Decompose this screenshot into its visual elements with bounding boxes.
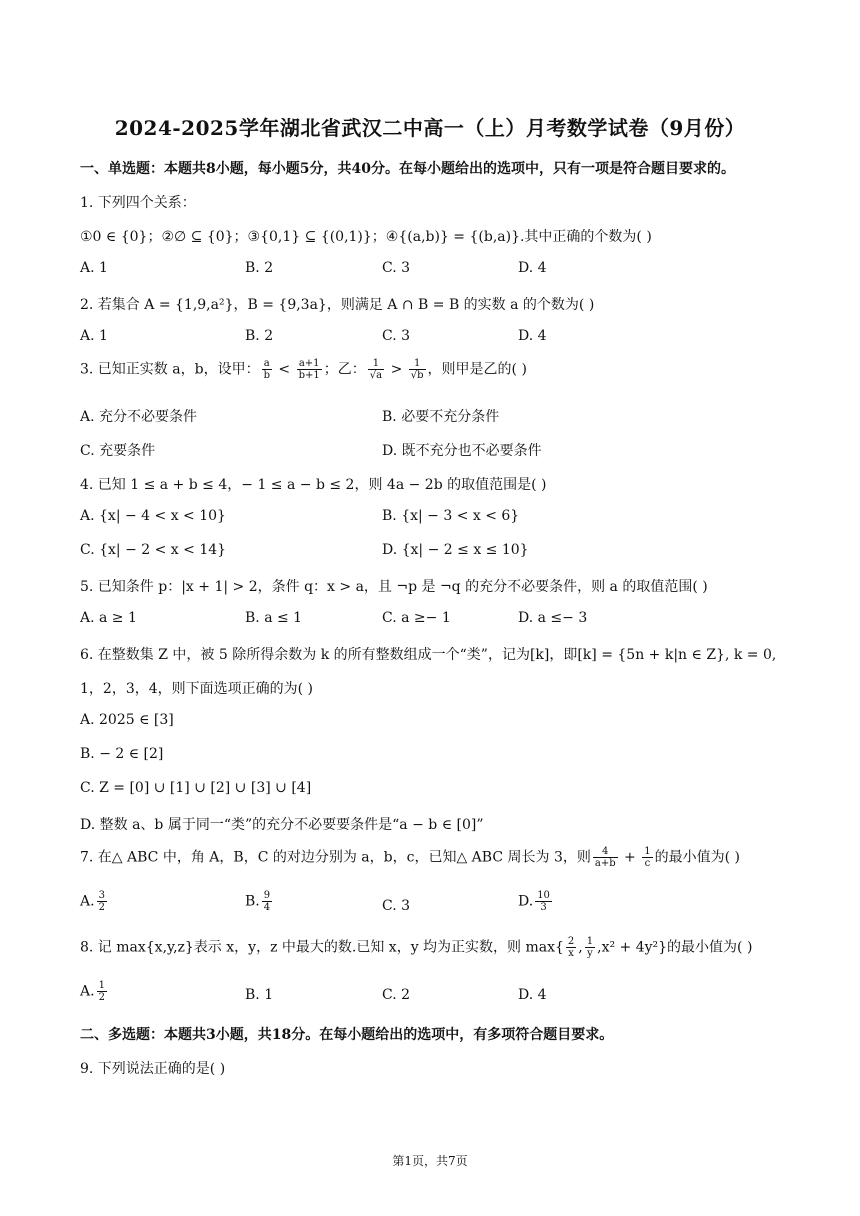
- question-4-option-b: B. {x| − 3 < x < 6}: [382, 508, 520, 524]
- question-6-stem-line-1: 6. 在整数集 Z 中，被 5 除所得余数为 k 的所有整数组成一个“类”，记为[k]，即[k] = {5n + k|n ∈ Z}, k = 0,: [80, 647, 777, 663]
- question-4-stem: 4. 已知 1 ≤ a + b ≤ 4，− 1 ≤ a − b ≤ 2，则 4a − 2b 的取值范围是( ): [80, 477, 547, 493]
- question-6-option-a: A. 2025 ∈ [3]: [80, 712, 174, 728]
- question-3-stem: 3. 已知正实数 a，b，设甲： $\frac{a}{b}$ < $\frac{a+1}{b+1}$ ；乙： $\frac{1}{√a}$ > $\frac{1}{√b}$ ，则甲是乙的( ): [80, 358, 527, 381]
- question-2-stem: 2. 若集合 A = {1,9,a²}，B = {9,3a}，则满足 A ∩ B = B 的实数 a 的个数为( ): [80, 297, 595, 313]
- fraction-1-over-c: $\frac{1}{c}$: [644, 846, 651, 869]
- fraction-4-over-a-plus-b: $\frac{4}{a+b}$: [594, 846, 616, 869]
- question-1-option-a: A. 1: [80, 260, 108, 276]
- question-1-option-c: C. 3: [382, 260, 411, 276]
- section-heading-single-choice: 一、单选题：本题共8小题，每小题5分，共40分。在每小题给出的选项中，只有一项是符合题目要求的。: [80, 161, 735, 177]
- question-1-stem: 1. 下列四个关系：: [80, 195, 196, 211]
- question-2-option-c: C. 3: [382, 328, 411, 344]
- question-8-option-d: D. 4: [518, 987, 547, 1003]
- fraction-1-over-sqrt-a: $\frac{1}{√a}$: [369, 358, 383, 381]
- question-7-option-d: D. $\frac{10}{3}$: [518, 890, 550, 913]
- page-title: 2024-2025学年湖北省武汉二中高一（上）月考数学试卷（9月份）: [114, 116, 746, 140]
- question-6-option-c: C. Z = [0] ∪ [1] ∪ [2] ∪ [3] ∪ [4]: [80, 780, 312, 796]
- question-2-option-a: A. 1: [80, 328, 108, 344]
- question-2-option-d: D. 4: [518, 328, 547, 344]
- question-5-option-d: D. a ≤− 3: [518, 610, 588, 626]
- question-5-option-c: C. a ≥− 1: [382, 610, 451, 626]
- question-9-stem: 9. 下列说法正确的是( ): [80, 1061, 226, 1077]
- question-5-option-b: B. a ≤ 1: [245, 610, 303, 626]
- question-4-option-c: C. {x| − 2 < x < 14}: [80, 542, 227, 558]
- question-2-option-b: B. 2: [245, 328, 274, 344]
- section-heading-multi-choice: 二、多选题：本题共3小题，共18分。在每小题给出的选项中，有多项符合题目要求。: [80, 1027, 614, 1043]
- question-8-stem: 8. 记 max{x,y,z}表示 x，y，z 中最大的数.已知 x，y 均为正实数，则 max{ $\frac{2}{x}$ , $\frac{1}{y}$ ,x² + 4y²}的最小值为( ): [80, 936, 753, 959]
- fraction-2-over-x: $\frac{2}{x}$: [567, 936, 575, 959]
- page-footer: 第1页，共7页: [392, 1154, 468, 1168]
- fraction-a1-over-b1: $\frac{a+1}{b+1}$: [298, 358, 320, 381]
- question-5-stem: 5. 已知条件 p：|x + 1| > 2，条件 q：x > a，且 ¬p 是 ¬q 的充分不必要条件，则 a 的取值范围( ): [80, 579, 708, 595]
- fraction-1-over-sqrt-b: $\frac{1}{√b}$: [410, 358, 424, 381]
- question-4-option-a: A. {x| − 4 < x < 10}: [80, 508, 226, 524]
- question-8-option-c: C. 2: [382, 987, 411, 1003]
- question-7-option-c: C. 3: [382, 898, 411, 914]
- question-3-option-a: A. 充分不必要条件: [80, 409, 198, 425]
- question-8-option-a: A. $\frac{1}{2}$: [80, 980, 105, 1003]
- question-1-option-b: B. 2: [245, 260, 274, 276]
- question-7-stem: 7. 在△ ABC 中，角 A，B，C 的对边分别为 a，b，c，已知△ ABC 周长为 3，则 $\frac{4}{a+b}$ + $\frac{1}{c}$ 的最小值为( ): [80, 846, 740, 869]
- question-4-option-d: D. {x| − 2 ≤ x ≤ 10}: [382, 542, 529, 558]
- question-6-stem-line-2: 1，2，3，4，则下面选项正确的为( ): [80, 681, 314, 697]
- fraction-a-over-b: $\frac{a}{b}$: [263, 358, 270, 381]
- question-5-option-a: A. a ≥ 1: [80, 610, 137, 626]
- question-7-option-b: B. $\frac{9}{4}$: [245, 890, 271, 913]
- fraction-1-over-y: $\frac{1}{y}$: [586, 936, 594, 959]
- question-3-text-1: 3. 已知正实数 a，b，设甲：: [80, 361, 260, 378]
- question-3-option-c: C. 充要条件: [80, 443, 156, 459]
- question-3-option-d: D. 既不充分也不必要条件: [382, 443, 542, 459]
- question-8-option-b: B. 1: [245, 987, 274, 1003]
- question-3-option-b: B. 必要不充分条件: [382, 409, 500, 425]
- question-6-option-b: B. − 2 ∈ [2]: [80, 746, 164, 762]
- question-7-option-a: A. $\frac{3}{2}$: [80, 890, 105, 913]
- question-1-relations: ①0 ∈ {0}；②∅ ⊆ {0}；③{0,1} ⊆ {(0,1)}；④{(a,b)} = {(b,a)}.其中正确的个数为( ): [80, 229, 652, 245]
- question-6-option-d: D. 整数 a、b 属于同一“类”的充分不必要要条件是“a − b ∈ [0]”: [80, 817, 484, 833]
- question-1-option-d: D. 4: [518, 260, 547, 276]
